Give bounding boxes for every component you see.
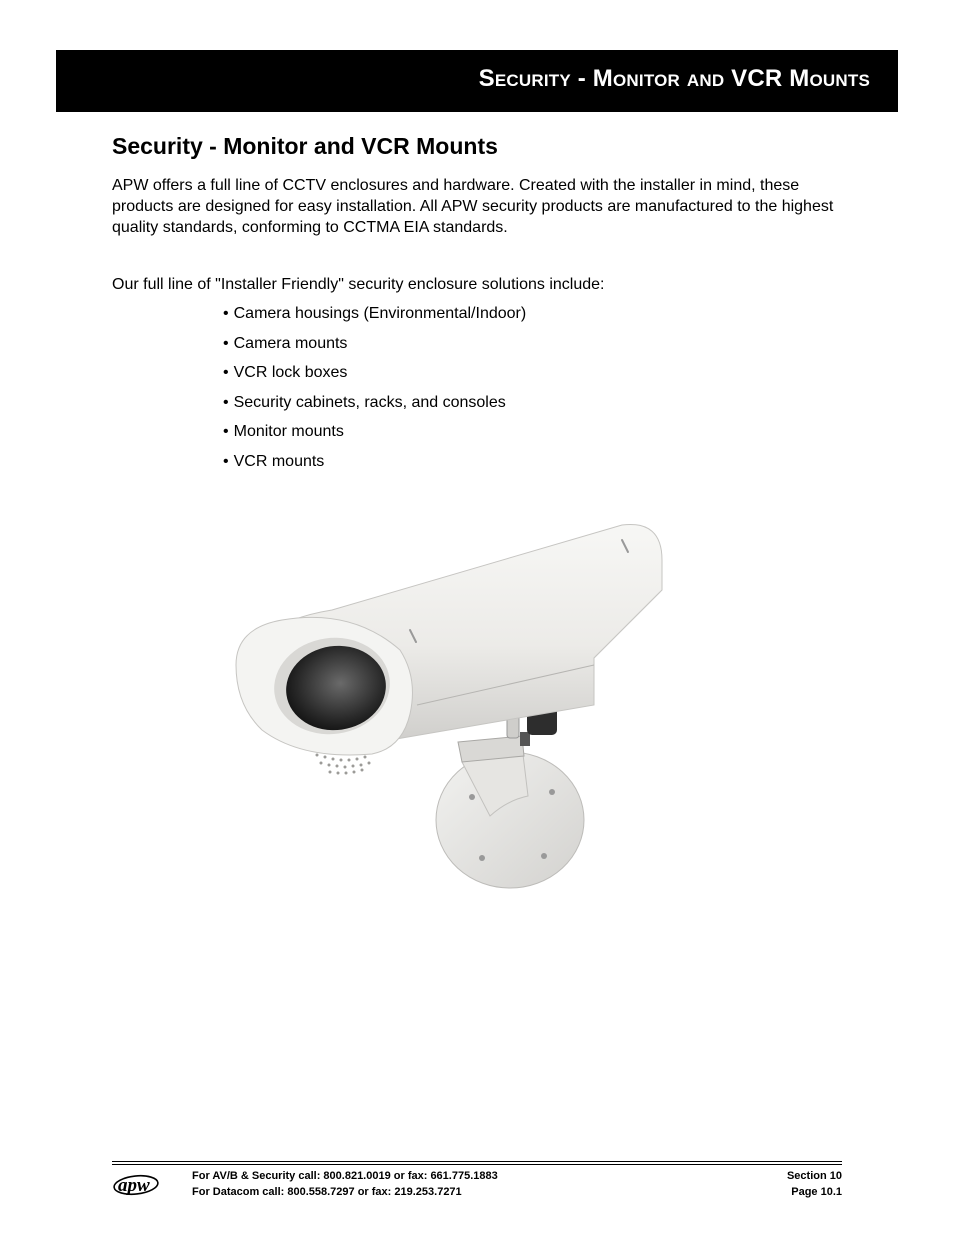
page-number: Page 10.1 <box>791 1186 842 1198</box>
page-heading: Security - Monitor and VCR Mounts <box>112 133 498 159</box>
apw-logo <box>112 1170 184 1198</box>
footer-line-datacom: For Datacom call: 800.558.7297 or fax: 219.253.7271 <box>192 1186 462 1198</box>
footer-rule <box>112 1161 842 1162</box>
list-item: • VCR lock boxes <box>223 364 348 382</box>
footer-rule <box>112 1164 842 1165</box>
svg-text:apw: apw <box>118 1175 150 1196</box>
list-item: • Camera mounts <box>223 334 348 352</box>
camera-housing-image <box>222 500 672 900</box>
list-intro: Our full line of "Installer Friendly" security enclosure solutions include: <box>112 276 605 293</box>
header-title: Security - Monitor and VCR Mounts <box>478 65 870 92</box>
footer-page-info <box>787 1168 842 1200</box>
product-list <box>223 304 526 482</box>
section-label: Section 10 <box>786 1170 842 1182</box>
list-item: • Camera housings (Environmental/Indoor) <box>223 305 527 322</box>
list-item: • VCR mounts <box>223 452 325 470</box>
list-item: • Security cabinets, racks, and consoles <box>223 393 506 411</box>
footer-contact <box>192 1168 498 1200</box>
list-item: • Monitor mounts <box>223 423 344 441</box>
intro-paragraph: APW offers a full line of CCTV enclosures and hardware. Created with the installer in mind, these products are designed for easy installation. All APW security products are manufactured to the highest quality standards, conforming to CCTMA EIA standards. <box>112 177 834 236</box>
header-bar <box>56 50 898 112</box>
footer-line-avb: For AV/B & Security call: 800.821.0019 or fax: 661.775.1883 <box>192 1170 498 1182</box>
